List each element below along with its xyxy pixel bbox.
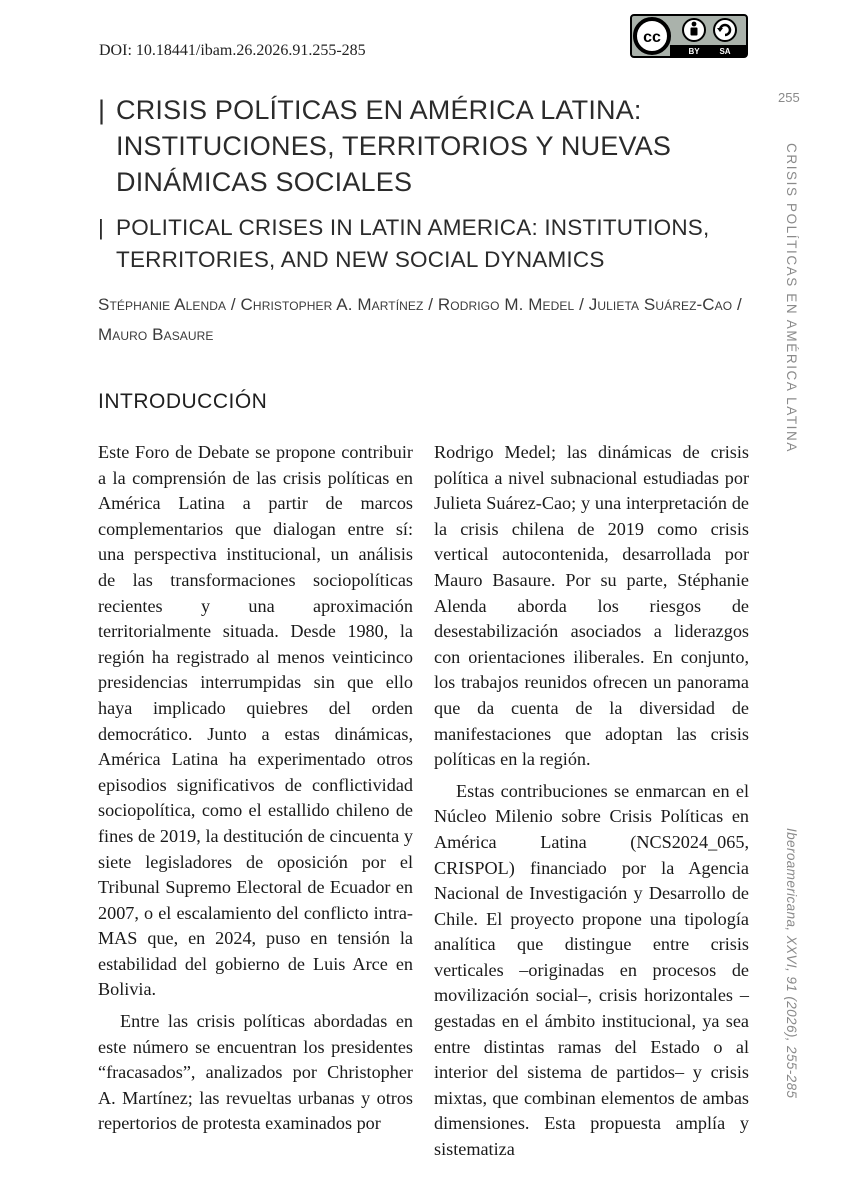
paragraph: Este Foro de Debate se propone contribuir a la comprensión de las crisis políticas en América Latina a partir de marcos complementarios que dialogan entre sí: una perspectiva institucional, un análisis de las transformaciones sociopolíticas recientes y una aproximación territorialmente situada. Desde 1980, la región ha registrado al menos veinticinco presidencias interrumpidas sin que ello haya implicado quiebres del orden democrático. Junto a estas dinámicas, América Latina ha experimentado otros episodios significativos de conflictividad sociopolítica, como el estallido chileno de fines de 2019, la destitución de cincuenta y siete legisladores de oposición por el Tribunal Supremo Electoral de Ecuador en 2007, o el escalamiento del conflicto intra-MAS que, en 2024, puso en tensión la estabilidad del gobierno de Luis Arce en Bolivia. bbox=[98, 442, 413, 1000]
author-list: Stéphanie Alenda / Christopher A. Martínez / Rodrigo M. Medel / Julieta Suárez-Cao / Mauro Basaure bbox=[98, 295, 742, 344]
running-title: CRISIS POLÍTICAS EN AMÉRICA LATINA bbox=[784, 143, 799, 453]
paragraph: Entre las crisis políticas abordadas en este número se encuentran los presidentes “fracasados”, analizados por Christopher A. Martínez; las revueltas urbanas y otros repertorios de protesta examinados por bbox=[98, 1011, 413, 1134]
svg-text:SA: SA bbox=[719, 47, 731, 56]
paragraph: Rodrigo Medel; las dinámicas de crisis política a nivel subnacional estudiadas por Julieta Suárez-Cao; y una interpretación de la crisis chilena de 2019 como crisis vertical autocontenida, desarrollada por Mauro Basaure. Por su parte, Stéphanie Alenda aborda los riesgos de desestabilización asociados a liderazgos con orientaciones iliberales. En conjunto, los trabajos reunidos ofrecen un panorama que da cuenta de la diversidad de manifestaciones que adoptan las crisis políticas en la región. bbox=[434, 442, 749, 770]
section-heading: INTRODUCCIÓN bbox=[98, 390, 268, 413]
title-bar-marker: | bbox=[98, 95, 106, 125]
sa-share-alike-icon bbox=[714, 19, 736, 41]
cc-by-sa-license-badge[interactable] bbox=[630, 14, 748, 58]
svg-text:BY: BY bbox=[688, 47, 700, 56]
article-title-spanish: | CRISIS POLÍTICAS EN AMÉRICA LATINA: INSTITUCIONES, TERRITORIOS Y NUEVAS DINÁMICAS SOCIALES bbox=[98, 92, 778, 200]
journal-citation: Iberoamericana, XXVI, 91 (2026), 255-285 bbox=[784, 828, 799, 1099]
title-bar-marker: | bbox=[98, 215, 105, 240]
article-title-block bbox=[98, 92, 778, 276]
body-column-left bbox=[98, 440, 413, 1137]
article-title-english: | POLITICAL CRISES IN LATIN AMERICA: INSTITUTIONS, TERRITORIES, AND NEW SOCIAL DYNAMICS bbox=[98, 212, 778, 276]
page-number: 255 bbox=[778, 90, 800, 105]
svg-text:cc: cc bbox=[643, 29, 661, 46]
paragraph: Estas contribuciones se enmarcan en el Núcleo Milenio sobre Crisis Políticas en América Latina (NCS2024_065, CRISPOL) financiado por la Agencia Nacional de Investigación y Desarrollo de Chile. El proyecto propone una tipología analítica que distingue entre crisis verticales –originadas en procesos de movilización social–, crisis horizontales –gestadas en el ámbito institucional, ya sea entre distintas ramas del Estado o al interior del sistema de partidos– y crisis mixtas, que combinan elementos de ambas dimensiones. Esta propuesta amplía y sistematiza bbox=[434, 780, 749, 1160]
body-column-right bbox=[434, 440, 749, 1163]
doi-link[interactable]: DOI: 10.18441/ibam.26.2026.91.255-285 bbox=[99, 42, 366, 59]
